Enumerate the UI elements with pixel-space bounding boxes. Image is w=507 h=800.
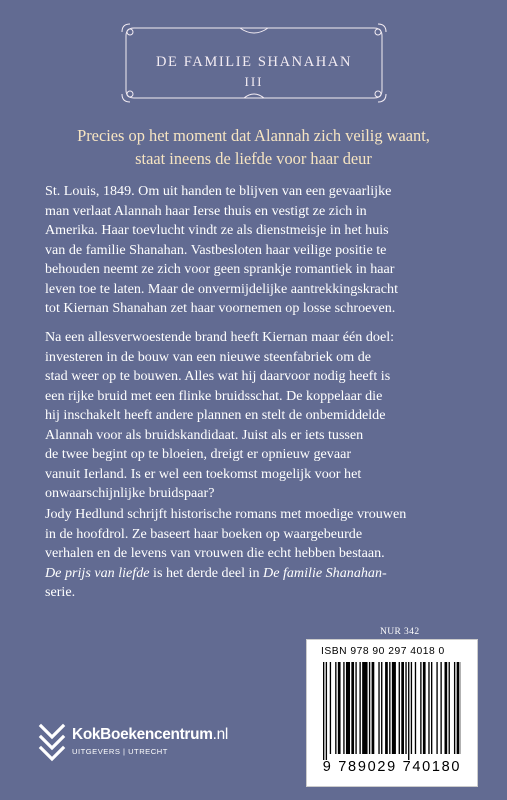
blurb-line: man verlaat Alannah haar Ierse thuis en vestigt ze zich in xyxy=(45,202,367,219)
barcode-bar xyxy=(415,662,416,754)
series-number: III xyxy=(244,74,264,89)
blurb-line: tot Kiernan Shanahan zet haar voornemen op losse schroeven. xyxy=(45,300,396,316)
barcode-digits: 9 789029 740180 xyxy=(322,759,462,775)
barcode-bar xyxy=(359,662,360,754)
bio-line xyxy=(45,564,485,584)
barcode-bar xyxy=(343,662,344,754)
tagline-line: staat ineens de liefde voor haar deur xyxy=(135,149,372,168)
isbn-barcode xyxy=(306,639,478,787)
barcode-bar xyxy=(440,662,441,754)
barcode-bar xyxy=(411,662,412,754)
barcode-bar xyxy=(436,662,437,754)
blurb-line: Alannah voor als bruidskandidaat. Juist als er iets tussen xyxy=(45,426,364,443)
barcode-bar xyxy=(445,662,448,754)
barcode-bar xyxy=(335,662,336,754)
blurb-line: de twee begint op te bloeien, dreigt er opnieuw gevaar xyxy=(45,446,352,462)
tagline xyxy=(40,124,467,170)
barcode-bar xyxy=(420,662,421,754)
series-frame xyxy=(120,22,388,104)
barcode-bar xyxy=(392,662,396,754)
publisher-name xyxy=(72,726,228,744)
barcode-bar xyxy=(405,662,406,754)
book-title: De prijs van liefde xyxy=(45,564,150,581)
series-name: De familie Shanahan xyxy=(263,564,383,581)
blurb-line: St. Louis, 1849. Om uit handen te blijven van een gevaarlijke xyxy=(45,183,392,199)
isbn-label: ISBN 978 90 297 4018 0 xyxy=(321,646,445,657)
barcode-bar xyxy=(330,662,331,754)
barcode-bar xyxy=(346,662,350,754)
barcode-bar xyxy=(423,662,426,754)
barcode-bar xyxy=(362,662,367,754)
publisher-name-bold: KokBoekencentrum xyxy=(72,726,213,743)
barcode-bar xyxy=(449,662,450,754)
publisher-name-suffix: .nl xyxy=(212,726,228,743)
blurb-paragraph-1 xyxy=(45,182,485,319)
barcode-bar xyxy=(389,662,390,754)
bio-line: in de hoofdrol. Ze baseert haar boeken op waargebeurde xyxy=(45,525,363,542)
blurb-line: behouden neemt ze zich voor geen sprankje romantiek in haar xyxy=(45,261,395,277)
barcode-bar xyxy=(408,662,409,760)
nur-code: NUR 342 xyxy=(380,627,420,637)
barcode-bars xyxy=(323,662,461,760)
blurb-line: stad weer op te bouwen. Alles wat hij daarvoor nodig heeft is xyxy=(45,368,391,384)
barcode-bar xyxy=(381,662,382,754)
bio-line: serie. xyxy=(45,584,76,600)
barcode-bar xyxy=(401,662,404,754)
barcode-bar xyxy=(338,662,341,754)
barcode-bar xyxy=(369,662,370,754)
barcode-bar xyxy=(385,662,388,754)
barcode-bar xyxy=(372,662,375,754)
barcode-bar xyxy=(323,662,324,760)
bio-text: - xyxy=(382,564,387,581)
blurb-line: leven toe te laten. Maar de onvermijdelijke aantrekkingskracht xyxy=(45,280,398,297)
barcode-bar xyxy=(431,662,432,754)
blurb-line: Amerika. Haar toevlucht vindt ze als dienstmeisje in het huis xyxy=(45,222,389,238)
blurb-line: vanuit Ierland. Is er wel een toekomst mogelijk voor het xyxy=(45,465,362,482)
blurb-line: Na een allesverwoestende brand heeft Kiernan maar één doel: xyxy=(45,329,395,345)
barcode-bar xyxy=(399,662,400,754)
author-bio xyxy=(45,505,485,603)
tagline-line: Precies op het moment dat Alannah zich veilig waant, xyxy=(77,126,430,145)
barcode-bar xyxy=(454,662,455,754)
blurb-line: een rijke bruid met een flinke bruidsschat. De koppelaar die xyxy=(45,387,383,404)
publisher-logo xyxy=(38,720,258,766)
publisher-logo-icon xyxy=(38,720,68,764)
barcode-bar xyxy=(351,662,354,754)
blurb-line: hij inschakelt heeft andere plannen en stelt de onbemiddelde xyxy=(45,407,386,423)
blurb-paragraph-2 xyxy=(45,328,485,504)
publisher-subtitle: UITGEVERS | UTRECHT xyxy=(72,747,168,756)
barcode-bar xyxy=(457,662,460,754)
blurb-line: van de familie Shanahan. Vastbesloten haar veilige positie te xyxy=(45,241,387,258)
blurb-line: investeren in de bouw van een nieuwe steenfabriek om de xyxy=(45,348,371,365)
bio-line: Jody Hedlund schrijft historische romans met moedige vrouwen xyxy=(45,506,407,522)
bio-text: is het derde deel in xyxy=(149,564,264,581)
barcode-bar xyxy=(355,662,356,754)
barcode-bar xyxy=(326,662,327,760)
bio-line: verhalen en de levens van vrouwen die echt hebben bestaan. xyxy=(45,545,385,561)
barcode-bar xyxy=(378,662,379,754)
blurb-line: onwaarschijnlijke bruidspaar? xyxy=(45,485,215,501)
barcode-bar xyxy=(428,662,429,754)
series-title: DE FAMILIE SHANAHAN xyxy=(155,54,353,70)
